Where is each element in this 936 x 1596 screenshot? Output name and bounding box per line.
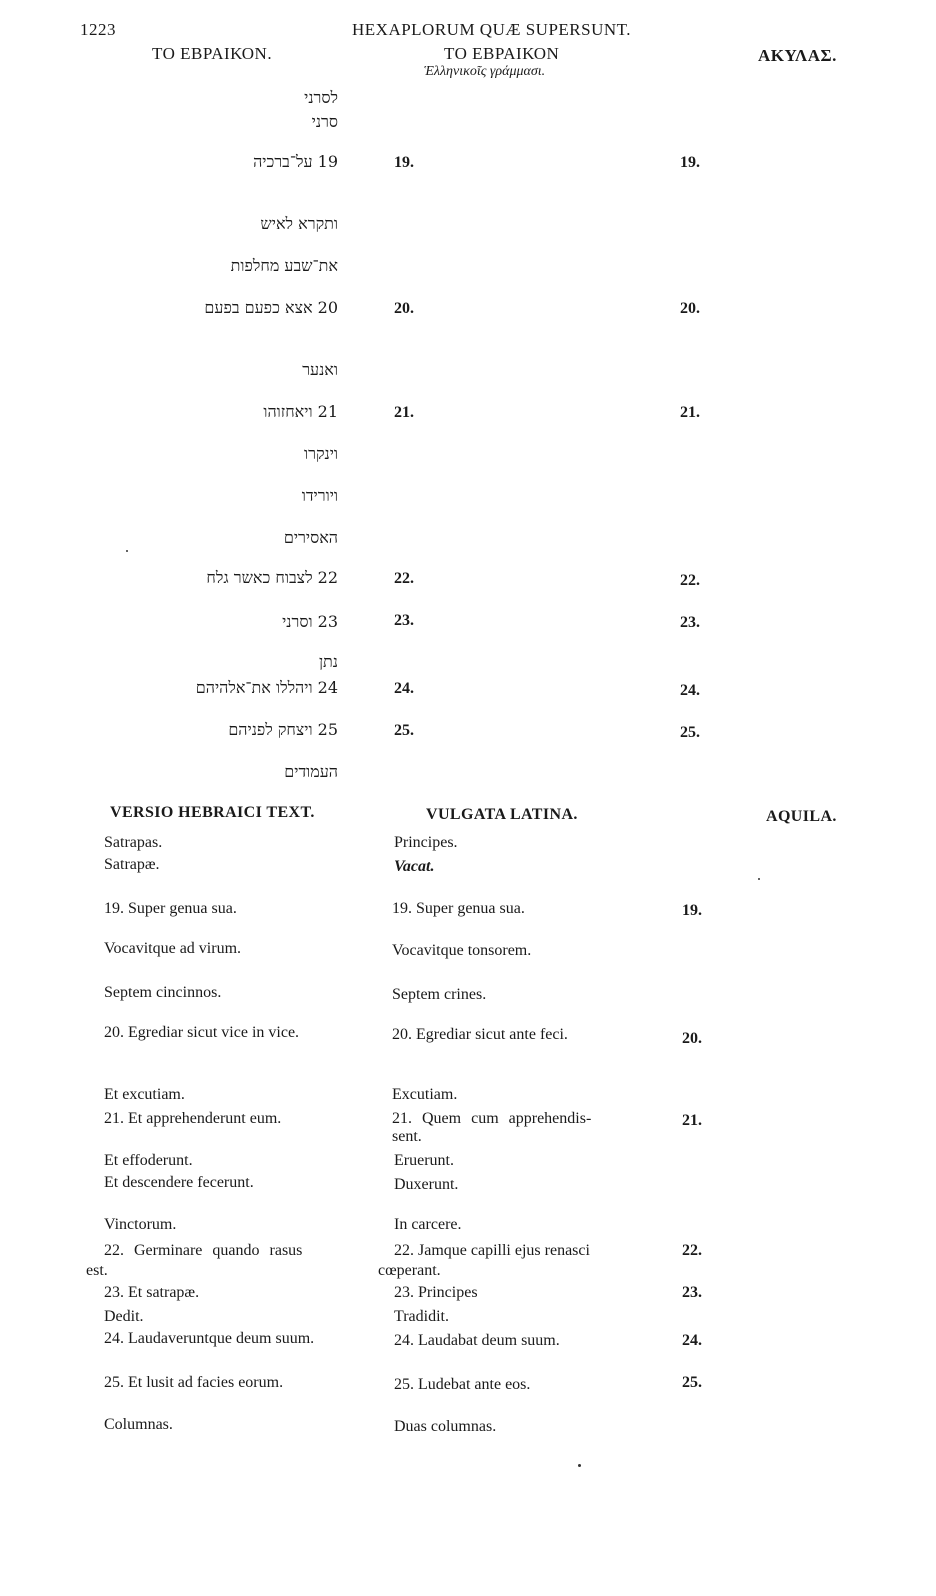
- vulgata-line: Duxerunt.: [394, 1176, 459, 1193]
- verse-number: 25.: [394, 722, 414, 739]
- section-heading-vulgata: VULGATA LATINA.: [426, 806, 578, 823]
- hebrew-line: ותקרא לאיש: [260, 214, 338, 233]
- versio-line: Dedit.: [104, 1308, 144, 1325]
- hebrew-line: 25 ויצחק לפניהם: [228, 720, 338, 739]
- section-heading-aquila: AQUILA.: [766, 808, 837, 825]
- vulgata-line: 22. Jamque capilli ejus renasci: [394, 1242, 590, 1259]
- hebrew-line: האסירים: [283, 528, 338, 547]
- versio-line: Et descendere fecerunt.: [104, 1174, 254, 1191]
- verse-number: 21.: [682, 1112, 702, 1129]
- speck: [578, 1464, 581, 1467]
- vulgata-line: Vacat.: [394, 858, 435, 875]
- hebrew-line: 22 לצבוח כאשר גלח: [206, 568, 338, 587]
- vulgata-line: Duas columnas.: [394, 1418, 497, 1435]
- verse-number: 22.: [682, 1242, 702, 1259]
- vulgata-line: 23. Principes: [394, 1284, 478, 1301]
- versio-line: 24. Laudaveruntque deum suum.: [104, 1330, 315, 1347]
- verse-number: 24.: [394, 680, 414, 697]
- versio-line: Septem cincinnos.: [104, 984, 222, 1001]
- hebrew-line: סרני: [311, 112, 338, 131]
- hebrew-line: ויורידו: [301, 486, 338, 505]
- vulgata-line: Septem crines.: [392, 986, 487, 1003]
- vulgata-line: 20. Egrediar sicut ante feci.: [392, 1026, 568, 1043]
- versio-line: 19. Super genua sua.: [104, 900, 237, 917]
- verse-number: 23.: [680, 614, 700, 631]
- verse-number: 23.: [394, 612, 414, 629]
- versio-line: Columnas.: [104, 1416, 173, 1433]
- versio-line: 22. Germinare quando rasus: [104, 1242, 303, 1259]
- versio-line: Satrapæ.: [104, 856, 160, 873]
- section-heading-versio: VERSIO HEBRAICI TEXT.: [110, 804, 315, 821]
- hebrew-line: לסרני: [304, 88, 338, 107]
- hebrew-line: ואנער: [302, 360, 338, 379]
- running-title: HEXAPLORUM QUÆ SUPERSUNT.: [352, 20, 632, 39]
- verse-number: 20.: [394, 300, 414, 317]
- verse-number: 24.: [682, 1332, 702, 1349]
- verse-number: 22.: [680, 572, 700, 589]
- hebrew-line: את־שבע מחלפות: [230, 256, 338, 275]
- verse-number: 23.: [682, 1284, 702, 1301]
- verse-number: 21.: [680, 404, 700, 421]
- vulgata-line: 24. Laudabat deum suum.: [394, 1332, 560, 1349]
- hebrew-line: 19 על־ברכיה: [253, 152, 338, 171]
- hebrew-line: וינקרו: [303, 444, 338, 463]
- column-heading-greek-letters: ΤΟ ΕΒΡΑΙΚΟΝ: [444, 44, 560, 63]
- verse-number: 21.: [394, 404, 414, 421]
- column-heading-aquila: ΑΚΥΛΑΣ.: [758, 46, 837, 65]
- hebrew-line: העמודים: [284, 762, 338, 781]
- column-heading-hebrew: ΤΟ ΕΒΡΑΙΚΟΝ.: [152, 44, 273, 63]
- vulgata-line: Vocavitque tonsorem.: [392, 942, 532, 959]
- verse-number: 25.: [680, 724, 700, 741]
- versio-line: Vinctorum.: [104, 1216, 177, 1233]
- verse-number: 19.: [680, 154, 700, 171]
- versio-line: 25. Et lusit ad facies eorum.: [104, 1374, 284, 1391]
- verse-number: 25.: [682, 1374, 702, 1391]
- hebrew-line: 20 אצא כפעם בפעם: [204, 298, 338, 317]
- hebrew-line: נתן: [318, 652, 338, 671]
- speck: [758, 878, 760, 880]
- verse-number: 19.: [682, 902, 702, 919]
- vulgata-line: cœperant.: [378, 1262, 441, 1279]
- versio-line: 23. Et satrapæ.: [104, 1284, 200, 1301]
- vulgata-line: Principes.: [394, 834, 458, 851]
- vulgata-line: Tradidit.: [394, 1308, 449, 1325]
- versio-line: Et excutiam.: [104, 1086, 185, 1103]
- versio-line: Et effoderunt.: [104, 1152, 193, 1169]
- hebrew-line: 23 וסרני: [282, 612, 338, 631]
- verse-number: 19.: [394, 154, 414, 171]
- versio-line: est.: [86, 1262, 108, 1279]
- versio-line: 20. Egrediar sicut vice in vice.: [104, 1024, 300, 1041]
- versio-line: Vocavitque ad virum.: [104, 940, 242, 957]
- column-subheading: Ἑλληνικοῖς γράμμασι.: [424, 64, 546, 79]
- vulgata-line: 25. Ludebat ante eos.: [394, 1376, 531, 1393]
- vulgata-line: 19. Super genua sua.: [392, 900, 525, 917]
- hebrew-line: 24 ויהללו את־אלהיהם: [195, 678, 338, 697]
- verse-number: 20.: [680, 300, 700, 317]
- verse-number: 24.: [680, 682, 700, 699]
- vulgata-line: Excutiam.: [392, 1086, 458, 1103]
- vulgata-line: 21. Quem cum apprehendis-: [392, 1110, 592, 1127]
- vulgata-line: Eruerunt.: [394, 1152, 454, 1169]
- hebrew-line: 21 ויאחזוהו: [263, 402, 338, 421]
- versio-line: Satrapas.: [104, 834, 163, 851]
- vulgata-line: sent.: [392, 1128, 422, 1145]
- page-number: 1223: [80, 20, 116, 39]
- verse-number: 22.: [394, 570, 414, 587]
- verse-number: 20.: [682, 1030, 702, 1047]
- speck: [126, 550, 128, 552]
- vulgata-line: In carcere.: [394, 1216, 462, 1233]
- versio-line: 21. Et apprehenderunt eum.: [104, 1110, 282, 1127]
